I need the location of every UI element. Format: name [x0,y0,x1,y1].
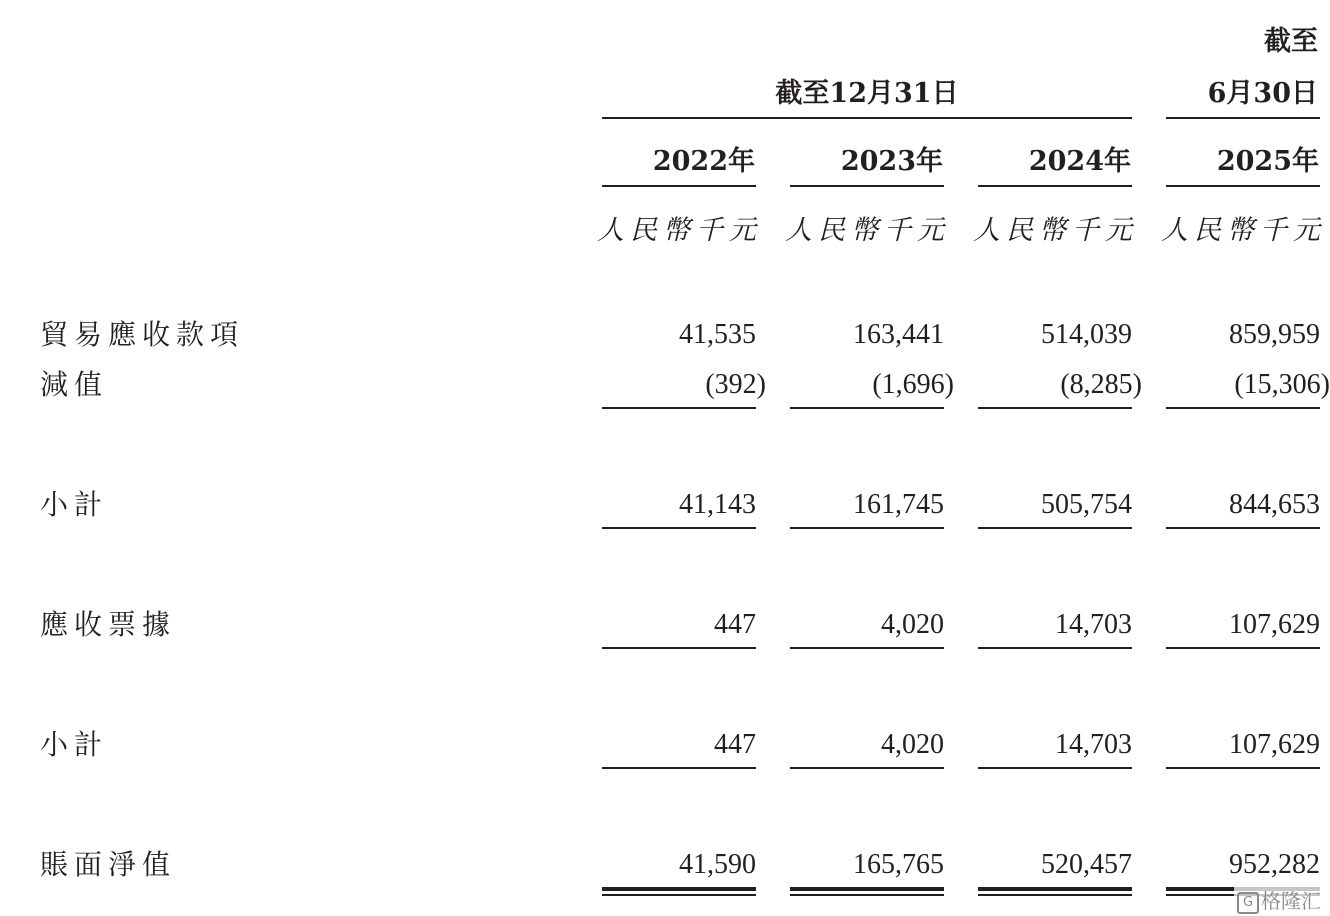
cell-value: 447 [714,729,756,760]
cell-value: 447 [714,609,756,640]
cell-value: 4,020 [881,609,944,640]
currency-unit: 人民幣千元 [973,215,1138,246]
watermark-badge-icon: G [1237,892,1259,914]
sum-rule [978,527,1132,529]
row-label-subtotal: 小計 [40,728,109,761]
row-label-trade-receivables: 貿易應收款項 [40,318,245,351]
watermark-text: 格隆汇 [1261,889,1321,913]
total-double-rule [790,887,944,896]
cell-value: 505,754 [1041,489,1132,520]
cell-value: 165,765 [853,849,944,880]
cell-value: 514,039 [1041,319,1132,350]
year-header-2022: 2022年 [652,146,755,177]
currency-unit: 人民幣千元 [785,215,950,246]
cell-value: 14,703 [1055,609,1132,640]
header-jun30: 6月30日 [1207,78,1318,109]
sum-rule [978,767,1132,769]
cell-value: (15,306) [1234,369,1330,400]
cell-value: (392) [705,369,766,400]
sum-rule [602,647,756,649]
sum-rule [790,767,944,769]
sum-rule [1166,767,1320,769]
sum-rule [790,527,944,529]
year-rule [602,185,756,187]
row-label-impairment: 減值 [40,368,109,401]
currency-unit: 人民幣千元 [1161,215,1326,246]
header-jun30-rule [1166,117,1320,119]
cell-value: (1,696) [872,369,954,400]
year-header-2023: 2023年 [840,146,943,177]
sum-rule [790,647,944,649]
year-header-2025: 2025年 [1216,146,1319,177]
row-label-bills-receivable: 應收票據 [40,608,177,641]
currency-unit: 人民幣千元 [597,215,762,246]
year-rule [1166,185,1320,187]
year-rule [978,185,1132,187]
sum-rule [790,407,944,409]
cell-value: 844,653 [1229,489,1320,520]
cell-value: 163,441 [853,319,944,350]
year-rule [790,185,944,187]
row-label-net-carrying-amount: 賬面淨值 [40,848,177,881]
cell-value: 520,457 [1041,849,1132,880]
cell-value: 41,143 [679,489,756,520]
sum-rule [602,527,756,529]
sum-rule [602,767,756,769]
sum-rule [1166,647,1320,649]
cell-value: 161,745 [853,489,944,520]
total-double-rule [978,887,1132,896]
total-double-rule [602,887,756,896]
cell-value: 14,703 [1055,729,1132,760]
sum-rule [1166,527,1320,529]
watermark-logo [1234,885,1324,914]
cell-value: 952,282 [1229,849,1320,880]
cell-value: (8,285) [1060,369,1142,400]
header-dec31: 截至12月31日 [775,78,959,109]
sum-rule [978,647,1132,649]
header-dec31-rule [602,117,1132,119]
sum-rule [602,407,756,409]
sum-rule [978,407,1132,409]
cell-value: 107,629 [1229,609,1320,640]
cell-value: 859,959 [1229,319,1320,350]
cell-value: 41,535 [679,319,756,350]
year-header-2024: 2024年 [1028,146,1131,177]
cell-value: 4,020 [881,729,944,760]
cell-value: 41,590 [679,849,756,880]
sum-rule [1166,407,1320,409]
cell-value: 107,629 [1229,729,1320,760]
row-label-subtotal: 小計 [40,488,109,521]
header-as-at: 截至 [1264,26,1318,57]
